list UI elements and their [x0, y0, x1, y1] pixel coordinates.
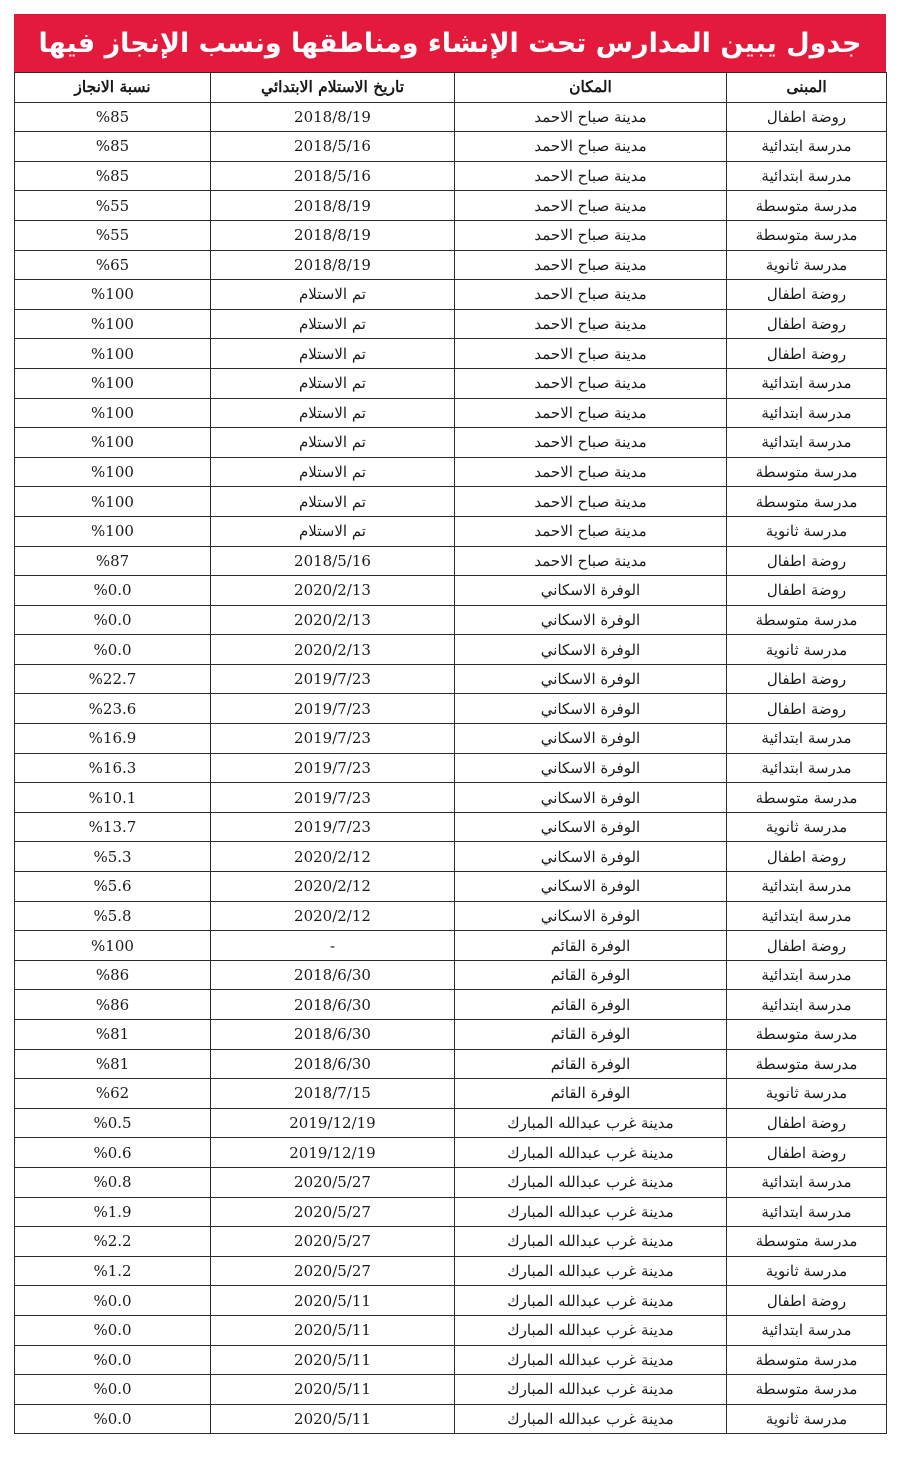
cell-handover-date: تم الاستلام	[211, 339, 455, 369]
cell-completion: %55	[15, 220, 211, 250]
cell-building: مدرسة ابتدائية	[727, 161, 887, 191]
cell-completion: %23.6	[15, 694, 211, 724]
cell-location: الوفرة الاسكاني	[455, 605, 727, 635]
cell-location: الوفرة الاسكاني	[455, 901, 727, 931]
cell-location: مدينة صباح الاحمد	[455, 546, 727, 576]
cell-handover-date: 2020/5/11	[211, 1404, 455, 1434]
table-row	[15, 1049, 887, 1079]
cell-handover-date: 2020/5/11	[211, 1375, 455, 1405]
cell-handover-date: 2018/8/19	[211, 220, 455, 250]
cell-location: الوفرة الاسكاني	[455, 812, 727, 842]
cell-building: مدرسة ابتدائية	[727, 872, 887, 902]
cell-handover-date: تم الاستلام	[211, 516, 455, 546]
cell-location: مدينة غرب عبدالله المبارك	[455, 1167, 727, 1197]
cell-completion: %16.3	[15, 753, 211, 783]
cell-building: مدرسة متوسطة	[727, 1227, 887, 1257]
cell-completion: %0.6	[15, 1138, 211, 1168]
cell-completion: %62	[15, 1079, 211, 1109]
cell-completion: %86	[15, 960, 211, 990]
table-row	[15, 1286, 887, 1316]
cell-building: مدرسة ثانوية	[727, 635, 887, 665]
cell-building: روضة اطفال	[727, 309, 887, 339]
cell-handover-date: 2018/7/15	[211, 1079, 455, 1109]
table-row	[15, 220, 887, 250]
cell-location: مدينة صباح الاحمد	[455, 487, 727, 517]
cell-location: مدينة غرب عبدالله المبارك	[455, 1375, 727, 1405]
cell-completion: %100	[15, 931, 211, 961]
cell-building: مدرسة ثانوية	[727, 1079, 887, 1109]
cell-completion: %5.8	[15, 901, 211, 931]
cell-handover-date: 2020/5/27	[211, 1167, 455, 1197]
cell-building: مدرسة متوسطة	[727, 1020, 887, 1050]
table-row	[15, 664, 887, 694]
cell-building: روضة اطفال	[727, 1108, 887, 1138]
cell-handover-date: 2018/8/19	[211, 191, 455, 221]
table-row	[15, 102, 887, 132]
cell-completion: %100	[15, 280, 211, 310]
table-row	[15, 250, 887, 280]
cell-completion: %0.8	[15, 1167, 211, 1197]
cell-building: روضة اطفال	[727, 1286, 887, 1316]
cell-completion: %100	[15, 309, 211, 339]
cell-completion: %10.1	[15, 783, 211, 813]
cell-handover-date: 2019/12/19	[211, 1138, 455, 1168]
cell-handover-date: 2020/2/13	[211, 576, 455, 606]
cell-handover-date: 2020/2/12	[211, 872, 455, 902]
cell-completion: %100	[15, 428, 211, 458]
table-row	[15, 960, 887, 990]
cell-handover-date: 2020/2/13	[211, 635, 455, 665]
cell-completion: %86	[15, 990, 211, 1020]
table-row	[15, 457, 887, 487]
cell-location: الوفرة القائم	[455, 990, 727, 1020]
cell-location: مدينة صباح الاحمد	[455, 428, 727, 458]
header-location: المكان	[455, 73, 727, 103]
cell-completion: %2.2	[15, 1227, 211, 1257]
table-row	[15, 694, 887, 724]
cell-handover-date: 2020/5/27	[211, 1197, 455, 1227]
cell-location: الوفرة القائم	[455, 1079, 727, 1109]
table-row	[15, 635, 887, 665]
table-row	[15, 1167, 887, 1197]
cell-building: مدرسة متوسطة	[727, 783, 887, 813]
table-row	[15, 576, 887, 606]
cell-building: روضة اطفال	[727, 576, 887, 606]
cell-location: مدينة غرب عبدالله المبارك	[455, 1315, 727, 1345]
cell-building: مدرسة ابتدائية	[727, 1167, 887, 1197]
cell-handover-date: 2020/5/11	[211, 1345, 455, 1375]
table-row	[15, 1256, 887, 1286]
table-row	[15, 872, 887, 902]
cell-completion: %0.0	[15, 635, 211, 665]
cell-building: روضة اطفال	[727, 339, 887, 369]
cell-location: مدينة صباح الاحمد	[455, 309, 727, 339]
cell-location: الوفرة القائم	[455, 931, 727, 961]
cell-building: روضة اطفال	[727, 1138, 887, 1168]
cell-completion: %0.5	[15, 1108, 211, 1138]
table-row	[15, 1315, 887, 1345]
cell-building: مدرسة ثانوية	[727, 1404, 887, 1434]
cell-completion: %65	[15, 250, 211, 280]
cell-handover-date: 2018/6/30	[211, 1020, 455, 1050]
cell-building: روضة اطفال	[727, 546, 887, 576]
cell-building: مدرسة متوسطة	[727, 457, 887, 487]
cell-handover-date: 2019/7/23	[211, 753, 455, 783]
cell-location: الوفرة الاسكاني	[455, 753, 727, 783]
cell-building: مدرسة متوسطة	[727, 191, 887, 221]
table-row	[15, 339, 887, 369]
cell-handover-date: 2019/7/23	[211, 812, 455, 842]
cell-handover-date: 2020/5/11	[211, 1315, 455, 1345]
cell-location: مدينة صباح الاحمد	[455, 516, 727, 546]
cell-completion: %100	[15, 368, 211, 398]
cell-handover-date: تم الاستلام	[211, 457, 455, 487]
cell-location: مدينة صباح الاحمد	[455, 398, 727, 428]
cell-location: الوفرة الاسكاني	[455, 576, 727, 606]
table-row	[15, 1020, 887, 1050]
table-row	[15, 516, 887, 546]
header-row	[15, 73, 887, 103]
schools-table	[14, 72, 887, 1434]
cell-building: مدرسة ابتدائية	[727, 368, 887, 398]
table-row	[15, 161, 887, 191]
cell-handover-date: 2019/12/19	[211, 1108, 455, 1138]
cell-location: الوفرة القائم	[455, 960, 727, 990]
cell-completion: %85	[15, 132, 211, 162]
cell-handover-date: 2019/7/23	[211, 664, 455, 694]
cell-building: مدرسة ثانوية	[727, 812, 887, 842]
cell-completion: %100	[15, 398, 211, 428]
cell-handover-date: 2018/5/16	[211, 546, 455, 576]
cell-building: روضة اطفال	[727, 280, 887, 310]
cell-completion: %0.0	[15, 1315, 211, 1345]
cell-completion: %0.0	[15, 576, 211, 606]
cell-handover-date: 2018/5/16	[211, 132, 455, 162]
cell-location: مدينة غرب عبدالله المبارك	[455, 1227, 727, 1257]
table-row	[15, 724, 887, 754]
cell-location: الوفرة الاسكاني	[455, 872, 727, 902]
cell-handover-date: 2019/7/23	[211, 724, 455, 754]
cell-handover-date: 2019/7/23	[211, 783, 455, 813]
table-row	[15, 901, 887, 931]
cell-handover-date: -	[211, 931, 455, 961]
cell-completion: %100	[15, 516, 211, 546]
cell-building: مدرسة ابتدائية	[727, 990, 887, 1020]
cell-handover-date: 2018/6/30	[211, 990, 455, 1020]
cell-handover-date: 2020/2/13	[211, 605, 455, 635]
table-row	[15, 1404, 887, 1434]
table-row	[15, 990, 887, 1020]
header-completion: نسبة الانجاز	[15, 73, 211, 103]
cell-building: مدرسة ابتدائية	[727, 132, 887, 162]
cell-completion: %81	[15, 1020, 211, 1050]
cell-completion: %5.6	[15, 872, 211, 902]
cell-location: الوفرة الاسكاني	[455, 635, 727, 665]
cell-building: مدرسة ابتدائية	[727, 1197, 887, 1227]
cell-location: مدينة صباح الاحمد	[455, 250, 727, 280]
cell-completion: %87	[15, 546, 211, 576]
cell-location: مدينة غرب عبدالله المبارك	[455, 1108, 727, 1138]
cell-handover-date: 2020/5/11	[211, 1286, 455, 1316]
table-row	[15, 132, 887, 162]
cell-completion: %13.7	[15, 812, 211, 842]
cell-location: الوفرة الاسكاني	[455, 783, 727, 813]
table-row	[15, 368, 887, 398]
header-handover-date: تاريخ الاستلام الابتدائي	[211, 73, 455, 103]
cell-location: مدينة غرب عبدالله المبارك	[455, 1404, 727, 1434]
cell-building: مدرسة ابتدائية	[727, 901, 887, 931]
cell-location: مدينة صباح الاحمد	[455, 280, 727, 310]
cell-building: روضة اطفال	[727, 931, 887, 961]
cell-building: مدرسة ابتدائية	[727, 960, 887, 990]
cell-handover-date: 2018/8/19	[211, 102, 455, 132]
cell-handover-date: تم الاستلام	[211, 309, 455, 339]
cell-location: مدينة صباح الاحمد	[455, 457, 727, 487]
cell-location: الوفرة القائم	[455, 1049, 727, 1079]
cell-building: مدرسة ثانوية	[727, 250, 887, 280]
cell-building: مدرسة متوسطة	[727, 1345, 887, 1375]
cell-building: مدرسة متوسطة	[727, 1049, 887, 1079]
cell-handover-date: 2020/2/12	[211, 901, 455, 931]
table-body	[15, 102, 887, 1434]
cell-handover-date: 2018/5/16	[211, 161, 455, 191]
cell-handover-date: 2018/8/19	[211, 250, 455, 280]
table-row	[15, 487, 887, 517]
header-building: المبنى	[727, 73, 887, 103]
cell-completion: %55	[15, 191, 211, 221]
cell-building: مدرسة ابتدائية	[727, 398, 887, 428]
table-row	[15, 842, 887, 872]
cell-location: مدينة غرب عبدالله المبارك	[455, 1345, 727, 1375]
cell-completion: %1.2	[15, 1256, 211, 1286]
cell-handover-date: 2019/7/23	[211, 694, 455, 724]
table-row	[15, 1345, 887, 1375]
cell-handover-date: 2020/2/12	[211, 842, 455, 872]
table-row	[15, 1079, 887, 1109]
table-row	[15, 1108, 887, 1138]
cell-handover-date: تم الاستلام	[211, 280, 455, 310]
cell-building: مدرسة ابتدائية	[727, 1315, 887, 1345]
cell-building: مدرسة ابتدائية	[727, 724, 887, 754]
cell-location: مدينة صباح الاحمد	[455, 132, 727, 162]
cell-building: مدرسة متوسطة	[727, 605, 887, 635]
cell-building: مدرسة ثانوية	[727, 1256, 887, 1286]
cell-location: مدينة غرب عبدالله المبارك	[455, 1138, 727, 1168]
table-row	[15, 398, 887, 428]
cell-completion: %85	[15, 161, 211, 191]
cell-location: الوفرة الاسكاني	[455, 842, 727, 872]
table-row	[15, 1197, 887, 1227]
table-row	[15, 1227, 887, 1257]
cell-handover-date: 2018/6/30	[211, 960, 455, 990]
table-row	[15, 191, 887, 221]
cell-location: مدينة صباح الاحمد	[455, 220, 727, 250]
cell-location: مدينة غرب عبدالله المبارك	[455, 1286, 727, 1316]
cell-location: مدينة صباح الاحمد	[455, 161, 727, 191]
cell-location: مدينة صباح الاحمد	[455, 368, 727, 398]
cell-completion: %81	[15, 1049, 211, 1079]
cell-building: مدرسة ابتدائية	[727, 428, 887, 458]
cell-completion: %0.0	[15, 1404, 211, 1434]
cell-location: مدينة صباح الاحمد	[455, 102, 727, 132]
table-title: جدول يبين المدارس تحت الإنشاء ومناطقها ونسب الإنجاز فيها	[14, 14, 886, 72]
cell-completion: %100	[15, 339, 211, 369]
table-row	[15, 783, 887, 813]
cell-building: مدرسة ثانوية	[727, 516, 887, 546]
cell-completion: %22.7	[15, 664, 211, 694]
cell-handover-date: تم الاستلام	[211, 368, 455, 398]
table-row	[15, 753, 887, 783]
cell-completion: %100	[15, 487, 211, 517]
cell-building: مدرسة ابتدائية	[727, 753, 887, 783]
cell-building: روضة اطفال	[727, 102, 887, 132]
cell-location: الوفرة الاسكاني	[455, 724, 727, 754]
cell-handover-date: 2018/6/30	[211, 1049, 455, 1079]
cell-location: مدينة غرب عبدالله المبارك	[455, 1197, 727, 1227]
cell-location: الوفرة القائم	[455, 1020, 727, 1050]
table-row	[15, 309, 887, 339]
cell-location: الوفرة الاسكاني	[455, 694, 727, 724]
cell-handover-date: 2020/5/27	[211, 1227, 455, 1257]
cell-building: روضة اطفال	[727, 694, 887, 724]
cell-building: مدرسة متوسطة	[727, 220, 887, 250]
cell-completion: %0.0	[15, 1375, 211, 1405]
cell-location: مدينة صباح الاحمد	[455, 191, 727, 221]
cell-completion: %0.0	[15, 1286, 211, 1316]
cell-location: الوفرة الاسكاني	[455, 664, 727, 694]
cell-completion: %100	[15, 457, 211, 487]
cell-location: مدينة صباح الاحمد	[455, 339, 727, 369]
table-row	[15, 1138, 887, 1168]
table-row	[15, 931, 887, 961]
cell-handover-date: تم الاستلام	[211, 398, 455, 428]
cell-location: مدينة غرب عبدالله المبارك	[455, 1256, 727, 1286]
cell-building: روضة اطفال	[727, 664, 887, 694]
table-row	[15, 280, 887, 310]
document	[14, 14, 886, 1434]
cell-completion: %0.0	[15, 605, 211, 635]
cell-building: مدرسة متوسطة	[727, 487, 887, 517]
cell-completion: %1.9	[15, 1197, 211, 1227]
table-row	[15, 546, 887, 576]
cell-completion: %0.0	[15, 1345, 211, 1375]
cell-handover-date: تم الاستلام	[211, 487, 455, 517]
cell-handover-date: تم الاستلام	[211, 428, 455, 458]
table-header	[15, 73, 887, 103]
cell-completion: %85	[15, 102, 211, 132]
table-row	[15, 428, 887, 458]
cell-building: مدرسة متوسطة	[727, 1375, 887, 1405]
cell-building: روضة اطفال	[727, 842, 887, 872]
table-row	[15, 812, 887, 842]
cell-handover-date: 2020/5/27	[211, 1256, 455, 1286]
table-row	[15, 605, 887, 635]
cell-completion: %5.3	[15, 842, 211, 872]
table-row	[15, 1375, 887, 1405]
cell-completion: %16.9	[15, 724, 211, 754]
